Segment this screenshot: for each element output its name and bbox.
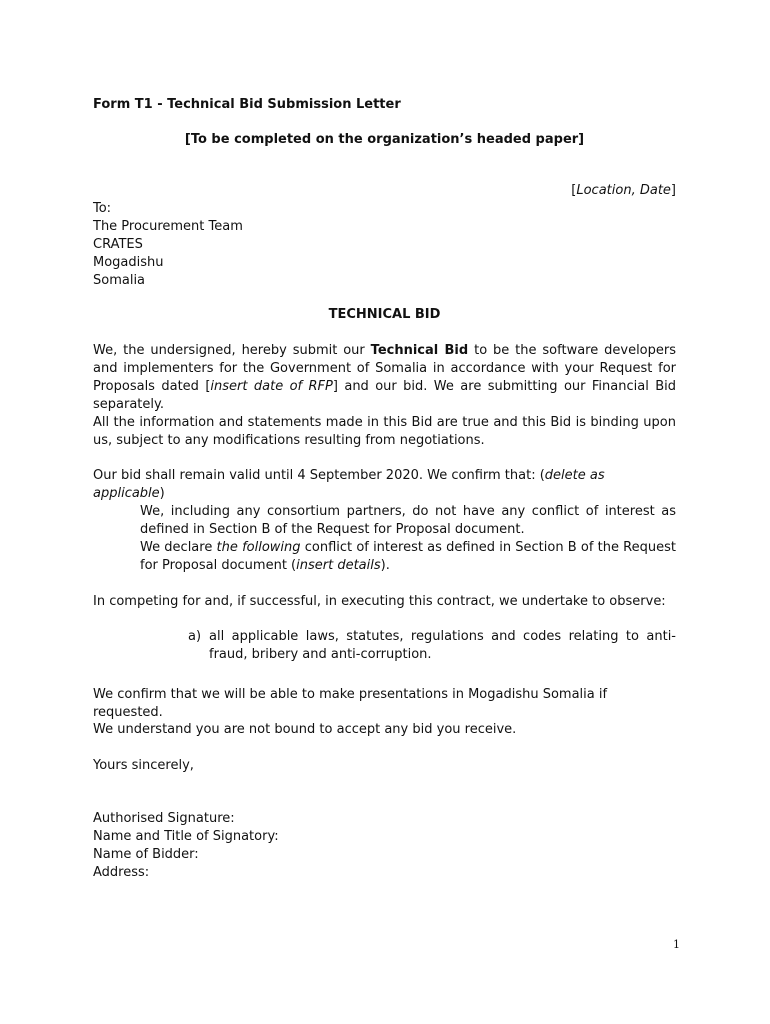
address-line: CRATES — [93, 237, 143, 252]
option-declare-conflict: We declare the following conflict of interest as defined in Section B of the Request for Proposal document (insert details). — [140, 540, 676, 573]
paragraph-presentations: We confirm that we will be able to make presentations in Mogadishu Somalia if requested. — [93, 687, 608, 720]
address-line: The Procurement Team — [93, 219, 243, 234]
list-marker: a) — [188, 629, 202, 644]
headed-paper-note: [To be completed on the organization’s headed paper] — [184, 132, 585, 147]
signature-line: Name of Bidder: — [93, 847, 199, 862]
option-no-conflict: We, including any consortium partners, do not have any conflict of interest as defined in Section B of the Request for Proposal document. — [140, 504, 676, 537]
paragraph-undertake: In competing for and, if successful, in executing this contract, we undertake to observe: — [93, 594, 666, 609]
address-to: To: — [93, 201, 112, 216]
closing: Yours sincerely, — [93, 758, 194, 773]
signature-line: Name and Title of Signatory: — [93, 829, 279, 844]
signature-block — [93, 810, 676, 882]
form-title: Form T1 - Technical Bid Submission Letter — [93, 97, 401, 112]
signature-line: Authorised Signature: — [93, 811, 235, 826]
paragraph-validity: Our bid shall remain valid until 4 September 2020. We confirm that: (delete as applicable) — [93, 468, 605, 501]
signature-line: Address: — [93, 865, 150, 880]
paragraph-not-bound: We understand you are not bound to accept any bid you receive. — [93, 722, 517, 737]
address-line: Somalia — [93, 273, 146, 288]
section-title: TECHNICAL BID — [328, 307, 441, 322]
location-date: [Location, Date] — [571, 183, 676, 198]
paragraph-submission: We, the undersigned, hereby submit our Technical Bid to be the software developers and implementers for the Government of Somalia in accordance with your Request for Proposals dated [insert date of RFP] and our bid. We are submitting our Financial Bid separately. — [93, 343, 677, 412]
paragraph-statements: All the information and statements made in this Bid are true and this Bid is binding upon us, subject to any modifications resulting from negotiations. — [93, 415, 676, 448]
address-line: Mogadishu — [93, 255, 164, 270]
list-text: all applicable laws, statutes, regulations and codes relating to anti-fraud, bribery and anti-corruption. — [209, 629, 676, 662]
list-item — [188, 628, 676, 664]
page-number: 1 — [673, 938, 680, 951]
recipient-address — [93, 200, 676, 290]
